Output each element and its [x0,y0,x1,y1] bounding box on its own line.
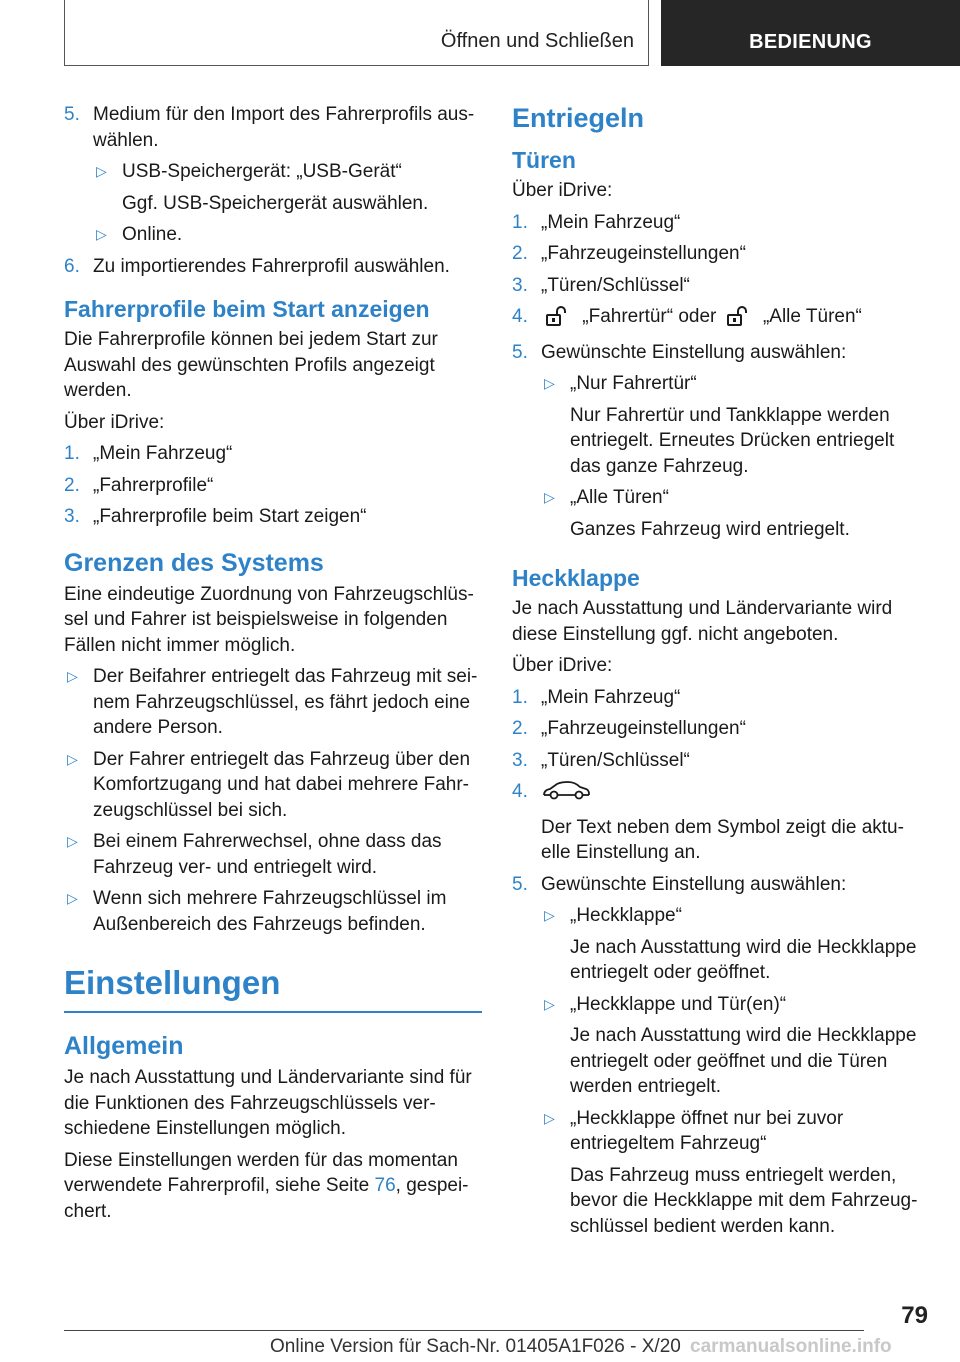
step-text: „Fahrertür“ oder [582,306,717,327]
bullet-text: Bei einem Fahrerwechsel, ohne dass das Fahrzeug ver- und entriegelt wird. [93,831,442,878]
list-item [64,504,482,530]
heading-doors: Türen [512,147,576,173]
paragraph: Eine eindeutige Zuordnung von Fahrzeugschlüs- sel und Fahrer ist beispielsweise in folgenden Fällen nicht immer möglich. [64,583,474,656]
step-text: „Mein Fahrzeug“ [541,686,681,708]
paragraph: Je nach Ausstattung und Ländervariante sind für die Funktionen des Fahrzeugschlüssels ver- schiedene Einstellungen möglich. [64,1067,472,1139]
option-title: „Heckklappe“ [570,905,682,926]
profile-steps [64,441,482,530]
step-text: „Fahrerprofile“ [93,474,214,496]
page-link[interactable]: 76 [374,1175,396,1196]
tailgate-options [541,903,930,1239]
step-number: 4. [512,781,528,802]
paragraph: Über iDrive: [512,655,613,676]
step-number: 5. [64,104,80,125]
padlock-open-icon [545,306,567,334]
list-item [512,340,930,543]
step-number: 6. [64,255,80,277]
list-item [541,903,930,986]
heading-tailgate: Heckklappe [512,565,640,591]
list-item [64,102,482,248]
step-text: „Mein Fahrzeug“ [541,211,681,233]
triangle-bullet-icon: ▷ [544,489,555,505]
triangle-bullet-icon: ▷ [96,226,107,242]
watermark-logo: carmanualsonline.info [690,1336,892,1357]
list-item [64,473,482,499]
list-item [64,886,482,937]
step-text: Gewünschte Einstellung auswählen: [541,341,847,363]
list-item [64,829,482,880]
list-item [541,371,930,479]
step-number: 2. [512,718,528,739]
list-item [512,273,930,299]
option-desc: Das Fahrzeug muss entriegelt werden, bevor die Heckklappe mit dem Fahrzeug- schlüssel bedient werden kann. [570,1164,918,1237]
chapter-tab [661,0,960,66]
heading-unlock: Entriegeln [512,103,645,133]
right-column [512,102,930,1245]
option-title: „Heckklappe öffnet nur bei zuvor entriegeltem Fahrzeug“ [570,1107,844,1154]
option-text: USB-Speichergerät: „USB-Gerät“ [122,161,402,182]
step-desc: Der Text neben dem Symbol zeigt die aktu- elle Einstellung an. [541,816,904,863]
step-text: „Mein Fahrzeug“ [93,443,233,464]
step-text: Zu importierendes Fahrerprofil auswählen. [93,255,450,277]
list-item [541,485,930,542]
paragraph: Über iDrive: [64,411,165,433]
option-desc: Ganzes Fahrzeug wird entriegelt. [570,518,850,540]
list-item [512,241,930,267]
heading-profiles: Fahrerprofile beim Start anzeigen [64,296,430,322]
list-item [64,747,482,824]
step-number: 1. [512,211,528,233]
step-text: „Fahrerprofile beim Start zeigen“ [93,506,367,527]
header-section-box [64,0,649,66]
step-number: 5. [512,873,528,895]
left-column [64,102,482,1230]
step-text: „Fahrzeugeinstellungen“ [541,243,746,264]
triangle-bullet-icon: ▷ [544,907,555,923]
heading-general: Allgemein [64,1032,184,1060]
step-number: 1. [64,443,80,464]
paragraph: Die Fahrerprofile können bei jedem Start zur Auswahl des gewünschten Profils angezeigt werden. [64,329,438,401]
option-text: Online. [122,224,183,245]
tailgate-steps [512,685,930,1240]
bullet-text: Der Beifahrer entriegelt das Fahrzeug mit sei- nem Fahrzeugschlüssel, es fährt jedoch eine andere Person. [93,666,478,738]
limits-list [64,664,482,937]
list-item [64,441,482,467]
bullet-text: Der Fahrer entriegelt das Fahrzeug über den Komfortzugang und hat dabei mehrere Fahr- zeugschlüssel bei sich. [93,748,471,821]
step-number: 3. [512,274,528,296]
triangle-bullet-icon: ▷ [67,833,78,849]
option-title: „Alle Türen“ [570,487,669,508]
paragraph: Über iDrive: [512,180,613,201]
option-title: „Nur Fahrertür“ [570,373,697,394]
step-number: 1. [512,686,528,708]
triangle-bullet-icon: ▷ [67,668,78,684]
option-title: „Heckklappe und Tür(en)“ [570,993,787,1015]
step-number: 4. [512,306,528,327]
list-item [541,992,930,1100]
step-number: 3. [64,506,80,527]
step-number: 5. [512,341,528,363]
option-desc: Nur Fahrertür und Tankklappe werden entriegelt. Erneutes Drücken entriegelt das ganze Fahrzeug. [570,404,895,477]
step-text: „Türen/Schlüssel“ [541,274,690,296]
section-title: Öffnen und Schließen [440,30,634,52]
step-number: 2. [512,243,528,264]
list-item [512,716,930,742]
triangle-bullet-icon: ▷ [96,163,107,179]
import-options [93,159,482,248]
footer-divider [64,1330,864,1331]
step-text: Gewünschte Einstellung auswählen: [541,873,847,895]
paragraph: Je nach Ausstattung und Ländervariante wird diese Einstellung ggf. nicht angeboten. [512,598,893,645]
step-text: „Fahrzeugeinstellungen“ [541,718,746,739]
list-item [541,1106,930,1240]
triangle-bullet-icon: ▷ [67,890,78,906]
step-text: „Alle Türen“ [762,306,862,327]
list-item [512,872,930,1240]
triangle-bullet-icon: ▷ [544,995,555,1012]
heading-limits: Grenzen des Systems [64,548,324,577]
option-desc: Ggf. USB-Speichergerät auswählen. [122,192,429,214]
option-desc: Je nach Ausstattung wird die Heckklappe entriegelt oder geöffnet. [570,936,917,983]
doors-steps [512,210,930,543]
triangle-bullet-icon: ▷ [67,750,78,767]
car-icon [541,779,591,809]
list-item [93,222,482,248]
option-desc: Je nach Ausstattung wird die Heckklappe entriegelt oder geöffnet und die Türen werden entriegelt. [570,1025,917,1097]
list-item [512,779,930,866]
bullet-text: Wenn sich mehrere Fahrzeugschlüssel im Außenbereich des Fahrzeugs befinden. [93,888,447,935]
step-number: 2. [64,474,80,496]
list-item [512,685,930,711]
step-text: „Türen/Schlüssel“ [541,749,690,771]
step-text: Medium für den Import des Fahrerprofils aus- wählen. [93,104,475,151]
page-number: 79 [901,1302,928,1329]
list-item [512,210,930,236]
doors-options [541,371,930,542]
list-item [64,664,482,741]
step-number: 3. [512,749,528,771]
list-item [512,748,930,774]
triangle-bullet-icon: ▷ [544,1109,555,1126]
padlock-open-icon [726,306,748,334]
triangle-bullet-icon: ▷ [544,375,555,391]
list-item [93,159,482,216]
list-item [64,254,482,280]
paragraph: Diese Einstellungen werden für das momentan verwendete Fahrerprofil, siehe Seite 76, gespei- chert. [64,1149,469,1222]
import-steps [64,102,482,279]
heading-settings: Einstellungen [64,963,482,1013]
list-item [512,304,930,334]
chapter-title: BEDIENUNG [749,31,872,53]
footer-online-version: Online Version für Sach-Nr. 01405A1F026 - X/20 [270,1336,681,1357]
